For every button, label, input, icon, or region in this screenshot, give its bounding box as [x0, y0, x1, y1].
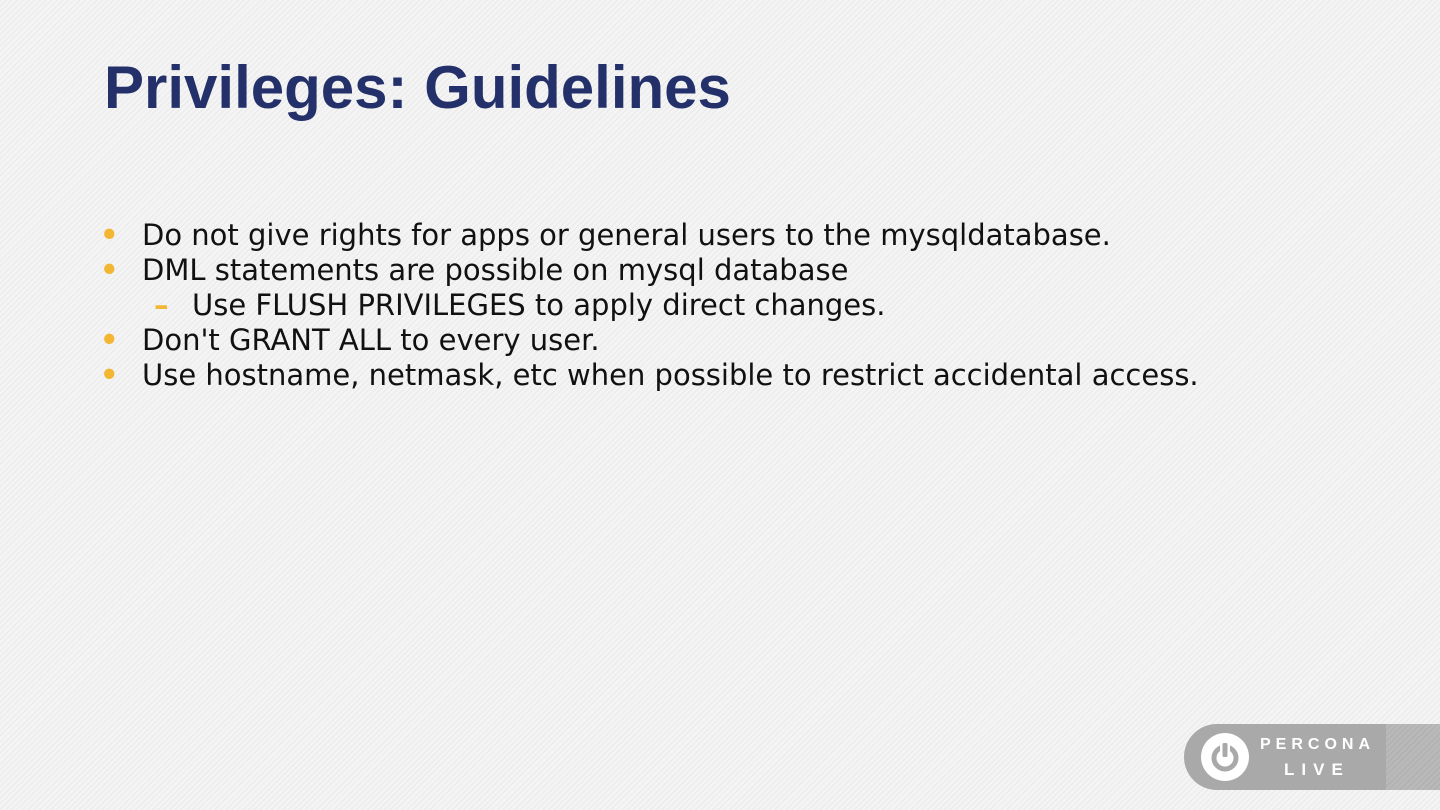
bullet-item	[100, 323, 1199, 358]
bullet-item	[100, 358, 1199, 393]
sub-bullet-marker: –	[154, 288, 169, 322]
sub-bullet-text: Use FLUSH PRIVILEGES to apply direct changes.	[192, 288, 886, 322]
power-icon	[1200, 732, 1250, 782]
bullet-text: Don't GRANT ALL to every user.	[142, 323, 600, 357]
slide-title: Privileges: Guidelines	[104, 54, 731, 121]
bullet-marker: •	[100, 253, 119, 287]
bullet-list	[100, 218, 1199, 393]
logo-tail	[1386, 724, 1440, 790]
bullet-text: Use hostname, netmask, etc when possible to restrict accidental access.	[142, 358, 1199, 392]
sub-bullet-item	[100, 288, 1199, 323]
bullet-marker: •	[100, 323, 119, 357]
bullet-text: Do not give rights for apps or general users to the mysqldatabase.	[142, 218, 1111, 252]
bullet-item	[100, 253, 1199, 288]
bullet-marker: •	[100, 218, 119, 252]
bullet-text: DML statements are possible on mysql database	[142, 253, 849, 287]
bullet-marker: •	[100, 358, 119, 392]
percona-live-logo	[1184, 724, 1440, 790]
bullet-item	[100, 218, 1199, 253]
logo-text-live: LIVE	[1284, 760, 1350, 779]
logo-text-percona: PERCONA	[1260, 736, 1376, 753]
